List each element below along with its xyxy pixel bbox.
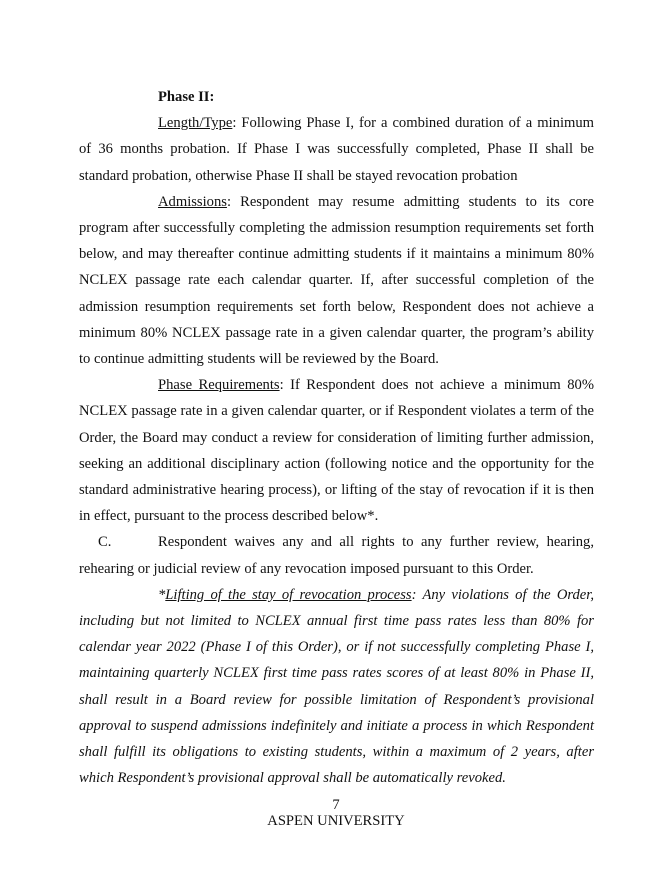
footer-organization: ASPEN UNIVERSITY — [267, 813, 405, 829]
phase-requirements-label: Phase Requirements — [158, 377, 280, 394]
document-page — [79, 84, 594, 791]
phase-requirements-paragraph — [79, 372, 594, 529]
length-type-paragraph — [79, 110, 594, 189]
admissions-text: : Respondent may resume admitting students to its core program after successfully completing the admission resumption requirements set forth below, and may thereafter continue admitting students if it maintains a minimum 80% NCLEX passage rate each calendar quarter. If, after successful completion of the admission resumption requirements set forth below, Respondent does not achieve a minimum 80% NCLEX passage rate in a given calendar quarter, the program’s ability to continue admitting students will be reviewed by the Board. — [79, 193, 594, 368]
phase-heading: Phase II: — [158, 89, 215, 105]
phase-requirements-text: : If Respondent does not achieve a minimum 80% NCLEX passage rate in a given calendar quarter, or if Respondent violates a term of the Order, the Board may conduct a review for consideration of limiting further admission, seeking an additional disciplinary action (following notice and the opportunity for the standard administrative hearing process), or lifting of the stay of revocation if it is then in effect, pursuant to the process described below*. — [79, 377, 594, 525]
page-footer — [0, 797, 672, 829]
item-c-marker: C. — [98, 534, 112, 551]
item-c-paragraph — [79, 529, 594, 581]
footnote-prefix: * — [158, 586, 166, 603]
admissions-paragraph — [79, 189, 594, 372]
admissions-label: Admissions — [158, 193, 227, 210]
page-number: 7 — [332, 797, 340, 813]
length-type-text: : Following Phase I, for a combined duration of a minimum of 36 months probation. If Phase I was successfully completed, Phase II shall be standard probation, otherwise Phase II shall be stayed revocation probation — [79, 115, 594, 184]
footnote-label: Lifting of the stay of revocation process — [165, 586, 412, 603]
footnote-text: : Any violations of the Order, including but not limited to NCLEX annual first time pass rates less than 80% for calendar year 2022 (Phase I of this Order), or if not successfully completing Phase I, maintaining quarterly NCLEX first time pass rates scores of at least 80% in Phase II, shall result in a Board review for possible limitation of Respondent’s provisional approval to suspend admissions indefinitely and initiate a process in which Respondent shall fulfill its obligations to existing students, within a maximum of 2 years, after which Respondent’s provisional approval shall be automatically revoked. — [79, 586, 594, 787]
item-c-text: Respondent waives any and all rights to any further review, hearing, rehearing or judicial review of any revocation imposed pursuant to this Order. — [79, 534, 594, 577]
footnote-paragraph — [79, 582, 594, 792]
length-type-label: Length/Type — [158, 115, 233, 132]
